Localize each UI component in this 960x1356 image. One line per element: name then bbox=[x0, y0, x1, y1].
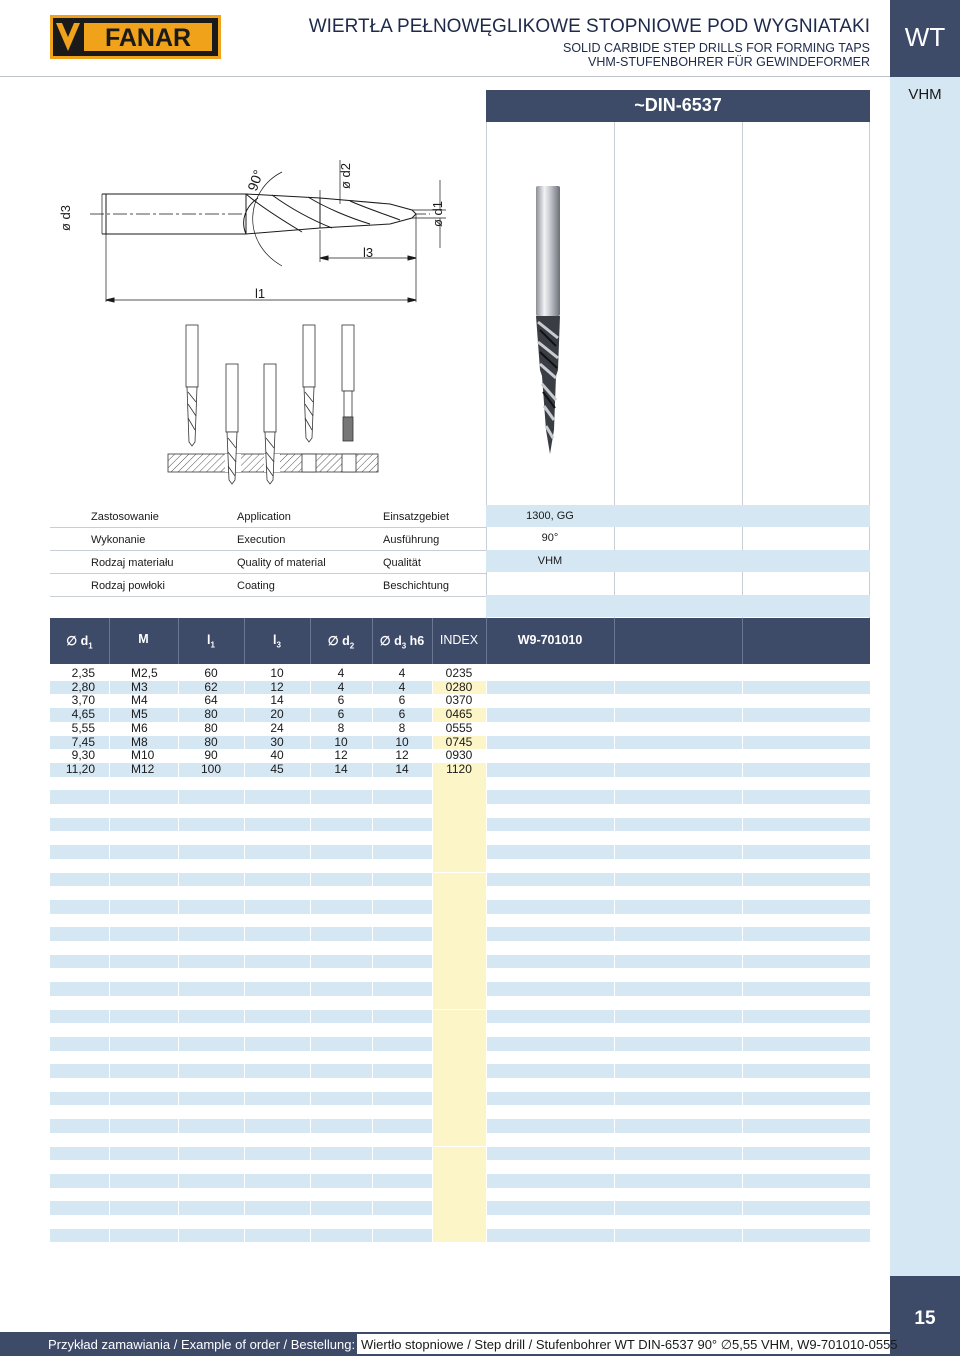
table-row bbox=[50, 722, 870, 736]
col-header-l1: $l_1$ bbox=[207, 633, 215, 650]
table-cell: 45 bbox=[270, 761, 284, 776]
table-column-divider bbox=[109, 664, 110, 1244]
table-cell: 4 bbox=[398, 666, 406, 680]
table-cell: 12 bbox=[270, 679, 284, 694]
table-row bbox=[50, 1105, 870, 1119]
table-column-divider bbox=[244, 664, 245, 1244]
table-cell: M12 bbox=[131, 761, 155, 776]
label-angle: 90° bbox=[244, 167, 267, 193]
table-cell: 6 bbox=[337, 693, 345, 708]
table-row bbox=[50, 1064, 870, 1078]
table-row bbox=[50, 873, 870, 887]
spec-label-en: Application bbox=[237, 511, 291, 523]
table-cell: 24 bbox=[270, 720, 284, 735]
title-german: VHM-STUFENBOHRER FÜR GEWINDEFORMER bbox=[588, 55, 870, 69]
page-number: 15 bbox=[914, 1308, 936, 1329]
table-row bbox=[50, 736, 870, 750]
table-cell: 0280 bbox=[445, 679, 473, 694]
table-cell: 3,70 bbox=[71, 693, 95, 708]
table-row bbox=[50, 804, 870, 818]
table-cell: 5,55 bbox=[71, 720, 95, 735]
table-cell: 12 bbox=[395, 748, 409, 763]
spec-divider bbox=[50, 527, 486, 528]
table-cell: M5 bbox=[131, 707, 148, 722]
table-row bbox=[50, 955, 870, 969]
table-row bbox=[50, 1119, 870, 1133]
table-row bbox=[50, 982, 870, 996]
table-cell: M6 bbox=[131, 720, 148, 735]
table-cell: 0465 bbox=[445, 707, 473, 722]
spec-label-de: Beschichtung bbox=[383, 580, 450, 592]
table-cell: 2,80 bbox=[71, 679, 95, 694]
table-cell: 11,20 bbox=[65, 761, 95, 776]
table-cell: 64 bbox=[204, 693, 218, 708]
table-cell: 8 bbox=[337, 720, 345, 735]
table-row bbox=[50, 1092, 870, 1106]
col-header-d3: ∅ $d_3$ h6 bbox=[379, 634, 425, 651]
spec-label-en: Coating bbox=[237, 580, 275, 592]
process-illustration bbox=[160, 320, 385, 490]
table-cell: 2,35 bbox=[71, 666, 95, 680]
fanar-logo bbox=[50, 15, 221, 59]
table-cell: 10 bbox=[334, 734, 348, 749]
table-cell: 20 bbox=[270, 707, 284, 722]
table-row bbox=[50, 667, 870, 681]
table-row bbox=[50, 749, 870, 763]
table-row bbox=[50, 1023, 870, 1037]
table-cell: M4 bbox=[131, 693, 148, 708]
section-code: WT bbox=[904, 22, 946, 52]
table-cell: 80 bbox=[204, 734, 218, 749]
label-l1: l1 bbox=[254, 286, 266, 301]
spec-divider bbox=[50, 596, 486, 597]
label-d1: ø d1 bbox=[430, 200, 445, 228]
table-cell: 10 bbox=[270, 666, 284, 680]
table-row bbox=[50, 763, 870, 777]
table-row bbox=[50, 1133, 870, 1147]
table-row bbox=[50, 1201, 870, 1215]
table-cell: 30 bbox=[270, 734, 284, 749]
table-row bbox=[50, 1037, 870, 1051]
table-cell: 0930 bbox=[445, 748, 473, 763]
table-cell: 14 bbox=[395, 761, 409, 776]
table-column-divider bbox=[372, 664, 373, 1244]
table-cell: M8 bbox=[131, 734, 148, 749]
table-row bbox=[50, 790, 870, 804]
table-cell: 62 bbox=[204, 679, 218, 694]
table-cell: 4 bbox=[337, 679, 345, 694]
table-cell: 0555 bbox=[445, 720, 473, 735]
spec-label-pl: Wykonanie bbox=[91, 534, 146, 546]
table-cell: 80 bbox=[204, 707, 218, 722]
table-row bbox=[50, 1078, 870, 1092]
table-row bbox=[50, 1215, 870, 1229]
section-material: VHM bbox=[908, 86, 942, 103]
table-row bbox=[50, 900, 870, 914]
table-cell: 0235 bbox=[445, 666, 473, 680]
table-row bbox=[50, 681, 870, 695]
table-cell: 14 bbox=[270, 693, 284, 708]
table-cell: 4 bbox=[398, 679, 406, 694]
header-divider bbox=[0, 76, 890, 77]
spec-value: VHM bbox=[537, 555, 563, 567]
spec-divider bbox=[50, 573, 486, 574]
table-cell: 9,30 bbox=[71, 748, 95, 763]
table-row bbox=[50, 927, 870, 941]
table-cell: 0370 bbox=[445, 693, 473, 708]
table-row bbox=[50, 708, 870, 722]
table-cell: 90 bbox=[204, 748, 218, 763]
table-column-divider bbox=[742, 664, 743, 1244]
table-row bbox=[50, 996, 870, 1010]
spec-label-de: Einsatzgebiet bbox=[383, 511, 450, 523]
side-tab bbox=[890, 0, 960, 1356]
order-example-label: Przykład zamawiania / Example of order / Bestellung: bbox=[48, 1337, 356, 1352]
col-header-m: M bbox=[138, 632, 149, 646]
col-header-l3: $l_3$ bbox=[273, 633, 281, 650]
table-cell: M3 bbox=[131, 679, 148, 694]
table-cell: 1120 bbox=[446, 761, 472, 776]
table-column-divider bbox=[310, 664, 311, 1244]
svg-text:FANAR: FANAR bbox=[104, 24, 192, 52]
table-row bbox=[50, 777, 870, 791]
label-l3: l3 bbox=[362, 245, 374, 260]
col-header-code: W9-701010 bbox=[517, 633, 583, 647]
table-cell: 12 bbox=[334, 748, 348, 763]
table-row bbox=[50, 968, 870, 982]
table-cell: 6 bbox=[398, 707, 406, 722]
spec-value: 90° bbox=[541, 532, 559, 544]
table-row bbox=[50, 694, 870, 708]
spec-label-pl: Zastosowanie bbox=[91, 511, 159, 523]
table-row bbox=[50, 1051, 870, 1065]
spec-value: 1300, GG bbox=[526, 510, 574, 522]
table-row bbox=[50, 831, 870, 845]
table-column-divider bbox=[178, 664, 179, 1244]
standard-label: ~DIN-6537 bbox=[634, 95, 722, 115]
spec-label-de: Qualität bbox=[383, 557, 421, 569]
label-d3: ø d3 bbox=[58, 204, 73, 232]
table-row bbox=[50, 1160, 870, 1174]
table-cell: 6 bbox=[398, 693, 406, 708]
table-cell: 60 bbox=[204, 666, 218, 680]
title-english: SOLID CARBIDE STEP DRILLS FOR FORMING TAPS bbox=[562, 41, 870, 55]
table-cell: 7,45 bbox=[71, 734, 95, 749]
technical-drawing bbox=[50, 150, 460, 310]
order-example-value: Wiertło stopniowe / Step drill / Stufenbohrer WT DIN-6537 90° ∅5,55 VHM, W9-701010-0555 bbox=[361, 1337, 898, 1352]
spec-divider bbox=[50, 550, 486, 551]
table-row bbox=[50, 818, 870, 832]
table-cell: M10 bbox=[131, 748, 155, 763]
table-row bbox=[50, 886, 870, 900]
table-cell: 40 bbox=[270, 748, 284, 763]
col-header-d2: ∅ $d_2$ bbox=[327, 634, 355, 651]
table-cell: 4,65 bbox=[71, 707, 95, 722]
table-cell: 4 bbox=[337, 666, 345, 680]
spec-label-en: Quality of material bbox=[237, 557, 326, 569]
col-header-index: INDEX bbox=[439, 633, 479, 647]
table-row bbox=[50, 1188, 870, 1202]
spec-label-pl: Rodzaj materiału bbox=[91, 557, 174, 569]
table-column-divider bbox=[486, 664, 487, 1244]
table-row bbox=[50, 1147, 870, 1161]
spec-label-pl: Rodzaj powłoki bbox=[91, 580, 165, 592]
table-row bbox=[50, 1010, 870, 1024]
table-row bbox=[50, 859, 870, 873]
table-cell: 10 bbox=[395, 734, 409, 749]
col-header-d1: ∅ $d_1$ bbox=[66, 634, 93, 651]
table-cell: 6 bbox=[337, 707, 345, 722]
table-cell: 14 bbox=[334, 761, 348, 776]
table-row bbox=[50, 941, 870, 955]
table-row bbox=[50, 1174, 870, 1188]
table-cell: 0745 bbox=[445, 734, 473, 749]
spec-label-de: Ausführung bbox=[383, 534, 440, 546]
table-cell: 100 bbox=[200, 761, 222, 776]
spec-label-en: Execution bbox=[237, 534, 286, 546]
label-d2: ø d2 bbox=[338, 162, 353, 190]
page-title: WIERTŁA PEŁNOWĘGLIKOWE STOPNIOWE POD WYGNIATAKI bbox=[308, 16, 870, 37]
table-column-divider bbox=[432, 664, 433, 1244]
svg-text:®: ® bbox=[213, 19, 219, 26]
table-row bbox=[50, 845, 870, 859]
table-cell: 80 bbox=[204, 720, 218, 735]
drill-photo bbox=[520, 180, 580, 460]
table-cell: M2,5 bbox=[131, 666, 158, 680]
table-cell: 8 bbox=[398, 720, 406, 735]
table-row bbox=[50, 914, 870, 928]
table-row bbox=[50, 1229, 870, 1243]
table-column-divider bbox=[614, 664, 615, 1244]
